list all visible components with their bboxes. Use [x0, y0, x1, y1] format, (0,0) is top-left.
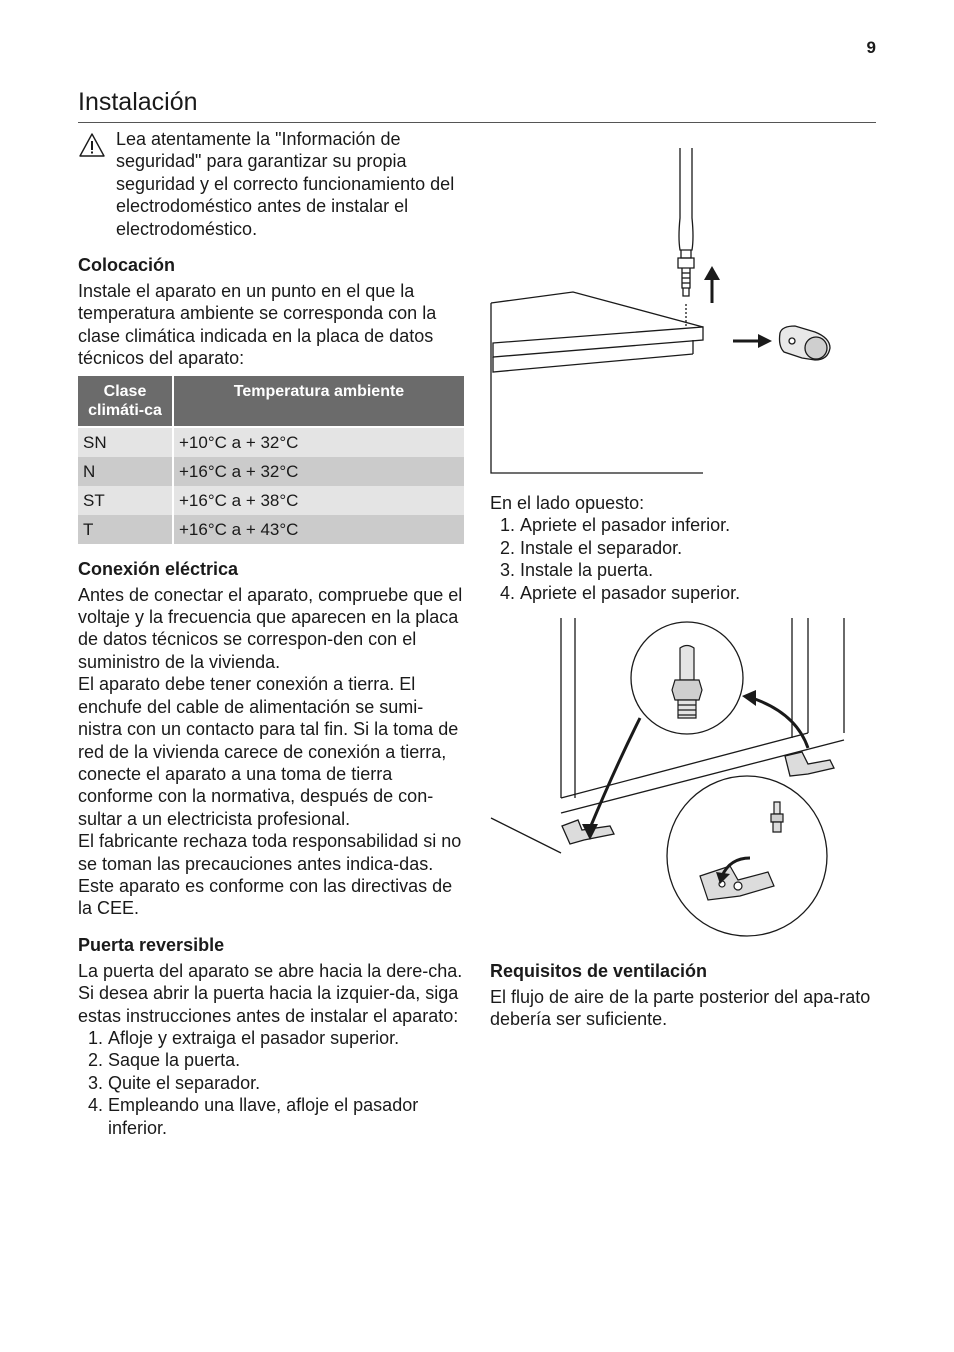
list-item: 4. Empleando una llave, afloje el pasador inferior.	[108, 1094, 466, 1139]
opuesto-steps-list	[490, 514, 876, 604]
table-cell-temp: +10°C a + 32°C	[173, 427, 464, 457]
safety-warning	[78, 128, 466, 240]
left-column	[78, 128, 466, 1139]
list-item: 2. Saque la puerta.	[108, 1049, 466, 1071]
warning-triangle-icon	[78, 132, 106, 158]
puerta-heading: Puerta reversible	[78, 934, 225, 955]
table-cell-class: SN	[78, 427, 173, 457]
table-cell-temp: +16°C a + 38°C	[173, 486, 464, 515]
conexion-paragraph: El aparato debe tener conexión a tierra. El enchufe del cable de alimentación se sumi-nistra con un contacto para tal fin. Si la toma de red de la vivienda carece de conexión a tierra, conecte el aparato a una toma de tierra conforme con la normativa, después de con-sultar a un electricista profesional.	[78, 674, 459, 829]
title-divider	[78, 122, 876, 123]
conexion-paragraph: El fabricante rechaza toda responsabilidad si no se toman las precauciones antes indica-das.	[78, 831, 462, 874]
table-row	[78, 486, 464, 515]
table-cell-temp: +16°C a + 43°C	[173, 515, 464, 544]
table-header-temperatura: Temperatura ambiente	[173, 376, 464, 427]
table-header-clase: Clase climáti-ca	[78, 376, 173, 427]
right-column	[490, 128, 876, 1031]
colocacion-text: Instale el aparato en un punto en el que la temperatura ambiente se corresponda con la clase climática indicada en la placa de datos técnicos del aparato:	[78, 281, 437, 369]
conexion-paragraph: Antes de conectar el aparato, compruebe que el voltaje y la frecuencia que aparecen en la placa de datos técnicos se correspon-den con el suministro de la vivienda.	[78, 584, 463, 672]
page-title: Instalación	[78, 88, 198, 116]
conexion-heading: Conexión eléctrica	[78, 558, 239, 579]
table-cell-class: N	[78, 457, 173, 486]
table-cell-temp: +16°C a + 32°C	[173, 457, 464, 486]
ventilacion-heading: Requisitos de ventilación	[490, 961, 708, 982]
top-hinge-pin-illustration	[490, 128, 876, 478]
table-cell-class: T	[78, 515, 173, 544]
list-item: 3. Instale la puerta.	[520, 559, 876, 581]
puerta-steps-list	[78, 1027, 466, 1139]
table-row	[78, 457, 464, 486]
list-item: 1. Apriete el pasador inferior.	[520, 514, 876, 536]
colocacion-heading: Colocación	[78, 255, 176, 276]
page-number: 9	[866, 38, 876, 57]
list-item: 2. Instale el separador.	[520, 537, 876, 559]
list-item: 3. Quite el separador.	[108, 1072, 466, 1094]
table-row	[78, 427, 464, 457]
ventilacion-text: El flujo de aire de la parte posterior del apa-rato debería ser suficiente.	[490, 987, 871, 1030]
table-row	[78, 515, 464, 544]
table-cell-class: ST	[78, 486, 173, 515]
list-item: 4. Apriete el pasador superior.	[520, 582, 876, 604]
list-item: 1. Afloje y extraiga el pasador superior.	[108, 1027, 466, 1049]
puerta-text: La puerta del aparato se abre hacia la dere-cha. Si desea abrir la puerta hacia la izquier-da, siga estas instrucciones antes de instalar el aparato:	[78, 960, 463, 1026]
climate-class-table	[78, 376, 464, 544]
bottom-hinge-pin-illustration	[490, 618, 876, 938]
opuesto-intro: En el lado opuesto:	[490, 493, 645, 513]
warning-text: Lea atentamente la "Información de seguridad" para garantizar su propia seguridad y el correcto funcionamiento del electrodoméstico antes de instalar el electrodoméstico.	[116, 129, 455, 239]
conexion-paragraph: Este aparato es conforme con las directivas de la CEE.	[78, 875, 453, 919]
